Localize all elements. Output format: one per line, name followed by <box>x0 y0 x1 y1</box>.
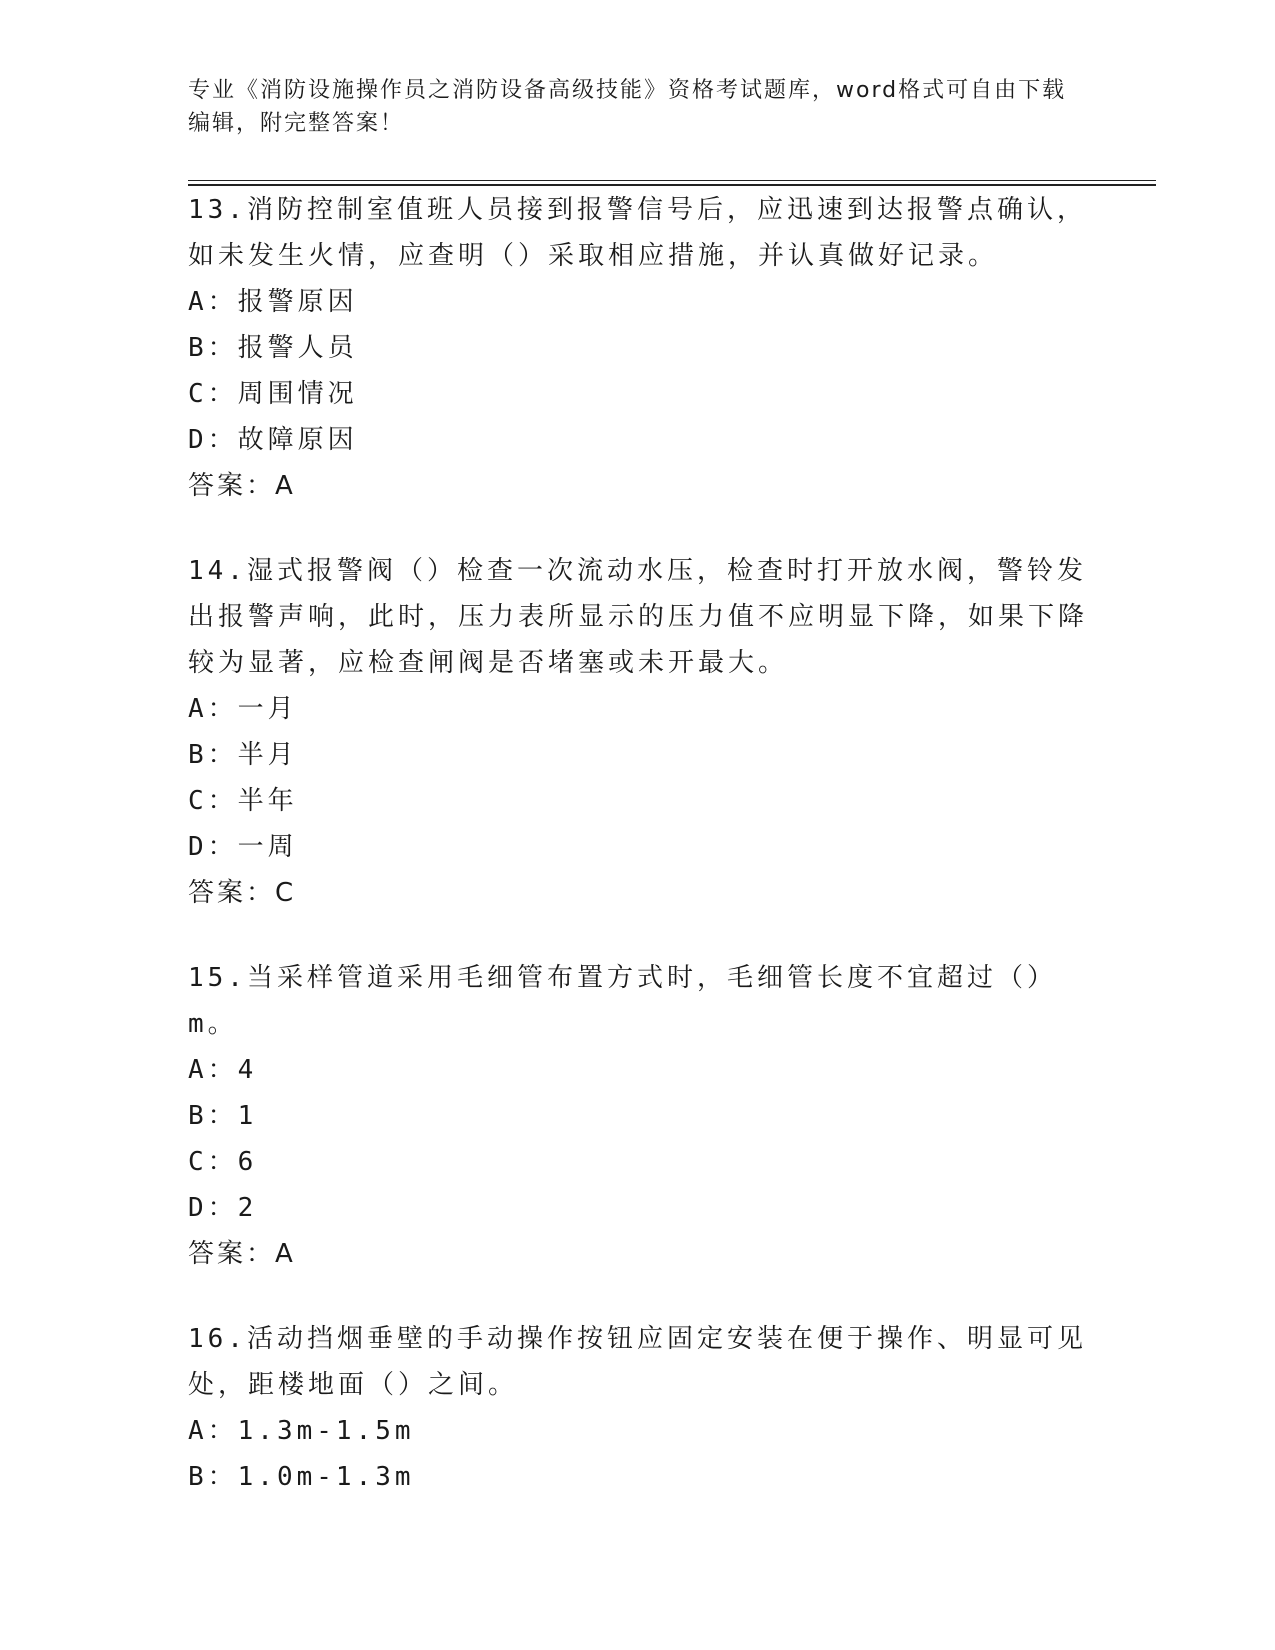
question-text: 16.活动挡烟垂壁的手动操作按钮应固定安装在便于操作、明显可见处，距楼地面（）之间。 <box>188 1324 1087 1400</box>
option-b: B：报警人员 <box>188 333 358 363</box>
option-c: C：周围情况 <box>188 379 358 409</box>
option-a: A：一月 <box>188 694 298 724</box>
question-text: 15.当采样管道采用毛细管布置方式时，毛细管长度不宜超过（）m。 <box>188 963 1057 1039</box>
question-15 <box>188 955 1088 1277</box>
option-a: A：4 <box>188 1055 258 1085</box>
option-b: B：1 <box>188 1101 258 1131</box>
header-text: 专业《消防设施操作员之消防设备高级技能》资格考试题库，word格式可自由下载编辑，附完整答案！ <box>188 78 1067 136</box>
option-c: C：半年 <box>188 786 298 816</box>
option-c: C：6 <box>188 1147 258 1177</box>
question-13 <box>188 187 1088 509</box>
answer-line: 答案：A <box>188 471 296 501</box>
option-d: D：一周 <box>188 832 298 862</box>
question-list <box>188 187 1088 1539</box>
option-b: B：1.0m-1.3m <box>188 1462 415 1492</box>
question-text: 13.消防控制室值班人员接到报警信号后，应迅速到达报警点确认，如未发生火情，应查明（）采取相应措施，并认真做好记录。 <box>188 195 1087 271</box>
document-header <box>188 74 1068 140</box>
question-14 <box>188 548 1088 916</box>
header-rule-thin <box>188 180 1156 181</box>
header-rule-thick <box>188 184 1156 186</box>
option-a: A：1.3m-1.5m <box>188 1416 415 1446</box>
question-text: 14.湿式报警阀（）检查一次流动水压，检查时打开放水阀，警铃发出报警声响，此时，压力表所显示的压力值不应明显下降，如果下降较为显著，应检查闸阀是否堵塞或未开最大。 <box>188 556 1089 678</box>
answer-line: 答案：C <box>188 878 297 908</box>
option-d: D：2 <box>188 1193 258 1223</box>
question-16 <box>188 1316 1088 1500</box>
answer-line: 答案：A <box>188 1239 296 1269</box>
option-b: B：半月 <box>188 740 298 770</box>
option-d: D：故障原因 <box>188 425 358 455</box>
option-a: A：报警原因 <box>188 287 358 317</box>
